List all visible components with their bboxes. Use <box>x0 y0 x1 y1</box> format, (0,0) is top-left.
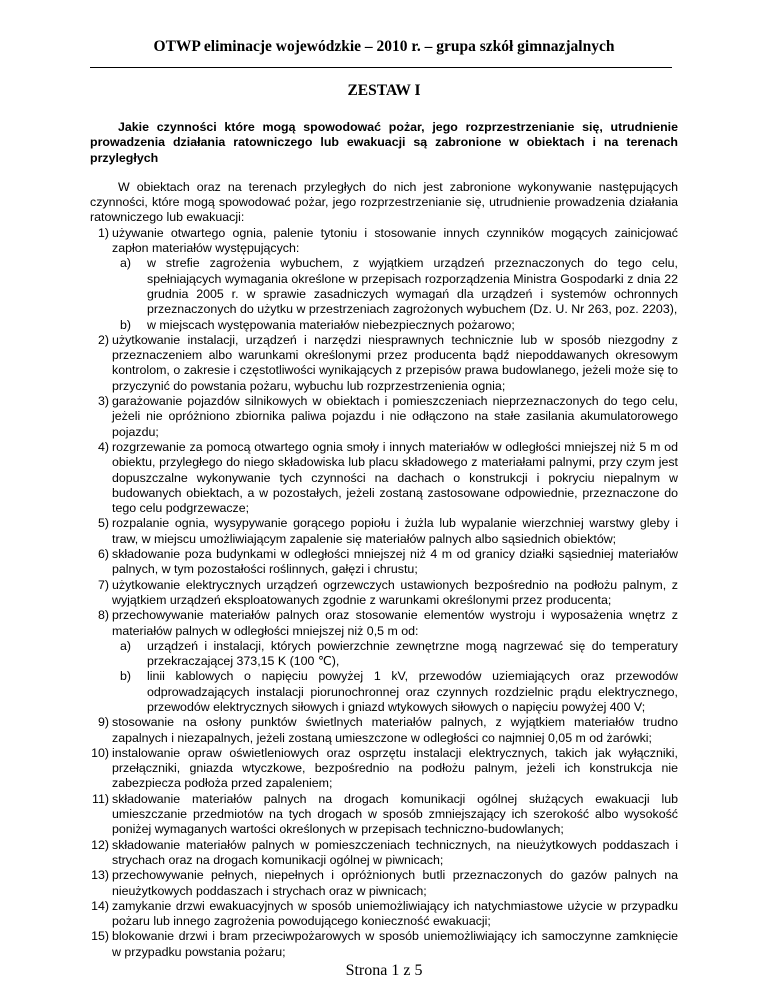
item-number: 15) <box>91 929 109 944</box>
item-number: 13) <box>91 868 109 883</box>
sub-item-letter: a) <box>119 638 131 653</box>
list-item <box>90 333 678 394</box>
item-number: 3) <box>97 394 109 409</box>
item-number: 11) <box>92 791 109 806</box>
sub-list-item <box>112 639 678 670</box>
item-text: składowanie poza budynkami w odległości mniejszej niż 4 m od granicy działki sąsiedniej materiałów palnych, w tym pozostałości roślinnych, gałęzi i chrustu; <box>112 547 678 577</box>
item-number: 14) <box>91 898 109 913</box>
set-title: ZESTAW I <box>347 82 421 99</box>
item-text: używanie otwartego ognia, palenie tytoniu i stosowanie innych czynników mogących zainicjować zapłon materiałów występujących: <box>112 225 678 256</box>
list-item <box>90 868 678 899</box>
item-text: blokowanie drzwi i bram przeciwpożarowych w sposób uniemożliwiający ich samoczynne zamknięcie w przypadku powstania pożaru; <box>112 929 678 959</box>
list-item <box>90 440 678 516</box>
sub-list <box>112 639 678 715</box>
item-number: 8) <box>97 608 109 623</box>
list-item <box>90 746 678 792</box>
prohibitions-list <box>90 226 678 960</box>
item-text: zamykanie drzwi ewakuacyjnych w sposób uniemożliwiający ich natychmiastowe użycie w przypadku pożaru lub innego zagrożenia powodującego konieczność ewakuacji; <box>112 898 678 929</box>
item-text: składowanie materiałów palnych w pomieszczeniach technicznych, na nieużytkowych poddaszach i strychach oraz na drogach komunikacji ogólnej w piwnicach; <box>112 837 678 867</box>
page-number: Strona 1 z 5 <box>345 962 423 979</box>
item-number: 9) <box>97 715 109 730</box>
list-item <box>90 838 678 869</box>
list-item <box>90 226 678 333</box>
list-item <box>90 929 678 960</box>
item-number: 5) <box>97 516 109 531</box>
header-rule <box>90 67 672 68</box>
item-number: 1) <box>97 225 109 240</box>
list-item <box>90 578 678 609</box>
item-text: rozgrzewanie za pomocą otwartego ognia smoły i innych materiałów w odległości mniejszej niż 5 m od obiektu, przyległego do niego składowiska lub placu składowego z materiałami palnymi, przy czym jest dopuszczalne wykonywanie tych czynności na dachach o konstrukcji i pokryciu niepalnym w budowanych obiektach, a w pozostałych, jeżeli zostaną zastosowane odpowiednie, przeznaczone do tego celu podgrzewacze; <box>112 439 678 516</box>
item-text: instalowanie opraw oświetleniowych oraz osprzętu instalacji elektrycznych, takich jak wyłączniki, przełączniki, gniazda wtyczkowe, bezpośrednio na podłożu palnym, jeżeli ich konstrukcja nie zabezpiecza podłoża przed zapaleniem; <box>112 745 678 791</box>
item-text: przechowywanie materiałów palnych oraz stosowanie elementów wystroju i wyposażenia wnętrz z materiałów palnych w odległości mniejszej niż 0,5 m od: <box>112 608 678 638</box>
item-text: składowanie materiałów palnych na drogach komunikacji ogólnej służących ewakuacji lub umieszczanie przedmiotów na tych drogach w sposób zmniejszający ich szerokość albo wysokość poniżej wymaganych wartości określonych w przepisach techniczno-budowlanych; <box>112 791 678 837</box>
item-number: 12) <box>91 837 109 852</box>
item-number: 2) <box>97 332 109 347</box>
item-number: 4) <box>97 439 109 454</box>
item-text: użytkowanie elektrycznych urządzeń ogrzewczych ustawionych bezpośrednio na podłożu palnym, z wyjątkiem urządzeń eksploatowanych zgodnie z warunkami określonymi przez producenta; <box>112 577 678 607</box>
sub-item-text: w strefie zagrożenia wybuchem, z wyjątkiem urządzeń przeznaczonych do tego celu, spełniających wymagania określone w przepisach rozporządzenia Ministra Gospodarki z dnia 22 grudnia 2005 r. w sprawie zasadniczych wymagań dla urządzeń i systemów ochronnych przeznaczonych do użytku w przestrzeniach zagrożonych wybuchem (Dz. U. Nr 263, poz. 2203), <box>147 256 678 317</box>
document-header: OTWP eliminacje wojewódzkie – 2010 r. – grupa szkół gimnazjalnych <box>153 38 615 55</box>
list-item <box>90 516 678 547</box>
sub-item-letter: a) <box>119 256 131 271</box>
list-item <box>90 792 678 838</box>
item-text: garażowanie pojazdów silnikowych w obiektach i pomieszczeniach nieprzeznaczonych do tego celu, jeżeli nie opróżniono zbiornika paliwa pojazdu i nie odłączono na stałe zasilania akumulatorowego pojazdu; <box>112 394 678 439</box>
item-text: stosowanie na osłony punktów świetlnych materiałów palnych, z wyjątkiem materiałów trudno zapalnych i niezapalnych, jeżeli zostaną umieszczone w odległości co najmniej 0,05 m od żarówki; <box>112 715 678 745</box>
sub-item-text: w miejscach występowania materiałów niebezpiecznych pożarowo; <box>147 317 515 332</box>
item-text: rozpalanie ognia, wysypywanie gorącego popiołu i żużla lub wypalanie wierzchniej warstwy gleby i traw, w miejscu umożliwiającym zapalenie się materiałów palnych albo sąsiednich obiektów; <box>112 516 678 546</box>
item-number: 10) <box>91 745 109 760</box>
question-heading: Jakie czynności które mogą spowodować pożar, jego rozprzestrzenianie się, utrudnienie prowadzenia działania ratowniczego lub ewakuacji są zabronione w obiektach i na terenach przyległych <box>90 120 678 165</box>
item-text: użytkowanie instalacji, urządzeń i narzędzi niesprawnych technicznie lub w sposób niezgodny z przeznaczeniem albo warunkami określonymi przez producenta bądź niepoddawanych okresowym kontrolom, o zakresie i częstotliwości wynikających z przepisów prawa budowlanego, jeżeli może się to przyczynić do powstania pożaru, wybuchu lub rozprzestrzenienia ognia; <box>112 332 678 393</box>
document-body <box>90 120 678 960</box>
list-item <box>90 899 678 930</box>
item-text: przechowywanie pełnych, niepełnych i opróżnionych butli przeznaczonych do gazów palnych na nieużytkowych poddaszach i strychach oraz w piwnicach; <box>112 868 678 898</box>
sub-list-item <box>112 318 678 333</box>
list-item <box>90 608 678 715</box>
intro-paragraph: W obiektach oraz na terenach przyległych do nich jest zabronione wykonywanie następujących czynności, które mogą spowodować pożar, jego rozprzestrzenianie się, utrudnienie prowadzenia działania ratowniczego lub ewakuacji: <box>90 179 678 225</box>
list-item <box>90 394 678 440</box>
sub-item-letter: b) <box>119 669 131 684</box>
sub-item-letter: b) <box>119 317 131 332</box>
sub-item-text: urządzeń i instalacji, których powierzchnie zewnętrzne mogą nagrzewać się do temperatury przekraczającej 373,15 K (100 ℃), <box>147 638 678 669</box>
sub-item-text: linii kablowych o napięciu powyżej 1 kV, przewodów uziemiających oraz przewodów odprowadzających instalacji piorunochronnej oraz czynnych rozdzielnic prądu elektrycznego, przewodów elektrycznych siłowych i gniazd wtykowych siłowych o napięciu powyżej 400 V; <box>147 669 678 714</box>
sub-list-item <box>112 669 678 715</box>
sub-list-item <box>112 256 678 317</box>
list-item <box>90 547 678 578</box>
list-item <box>90 715 678 746</box>
item-number: 7) <box>97 577 109 592</box>
sub-list <box>112 256 678 332</box>
item-number: 6) <box>97 547 109 562</box>
